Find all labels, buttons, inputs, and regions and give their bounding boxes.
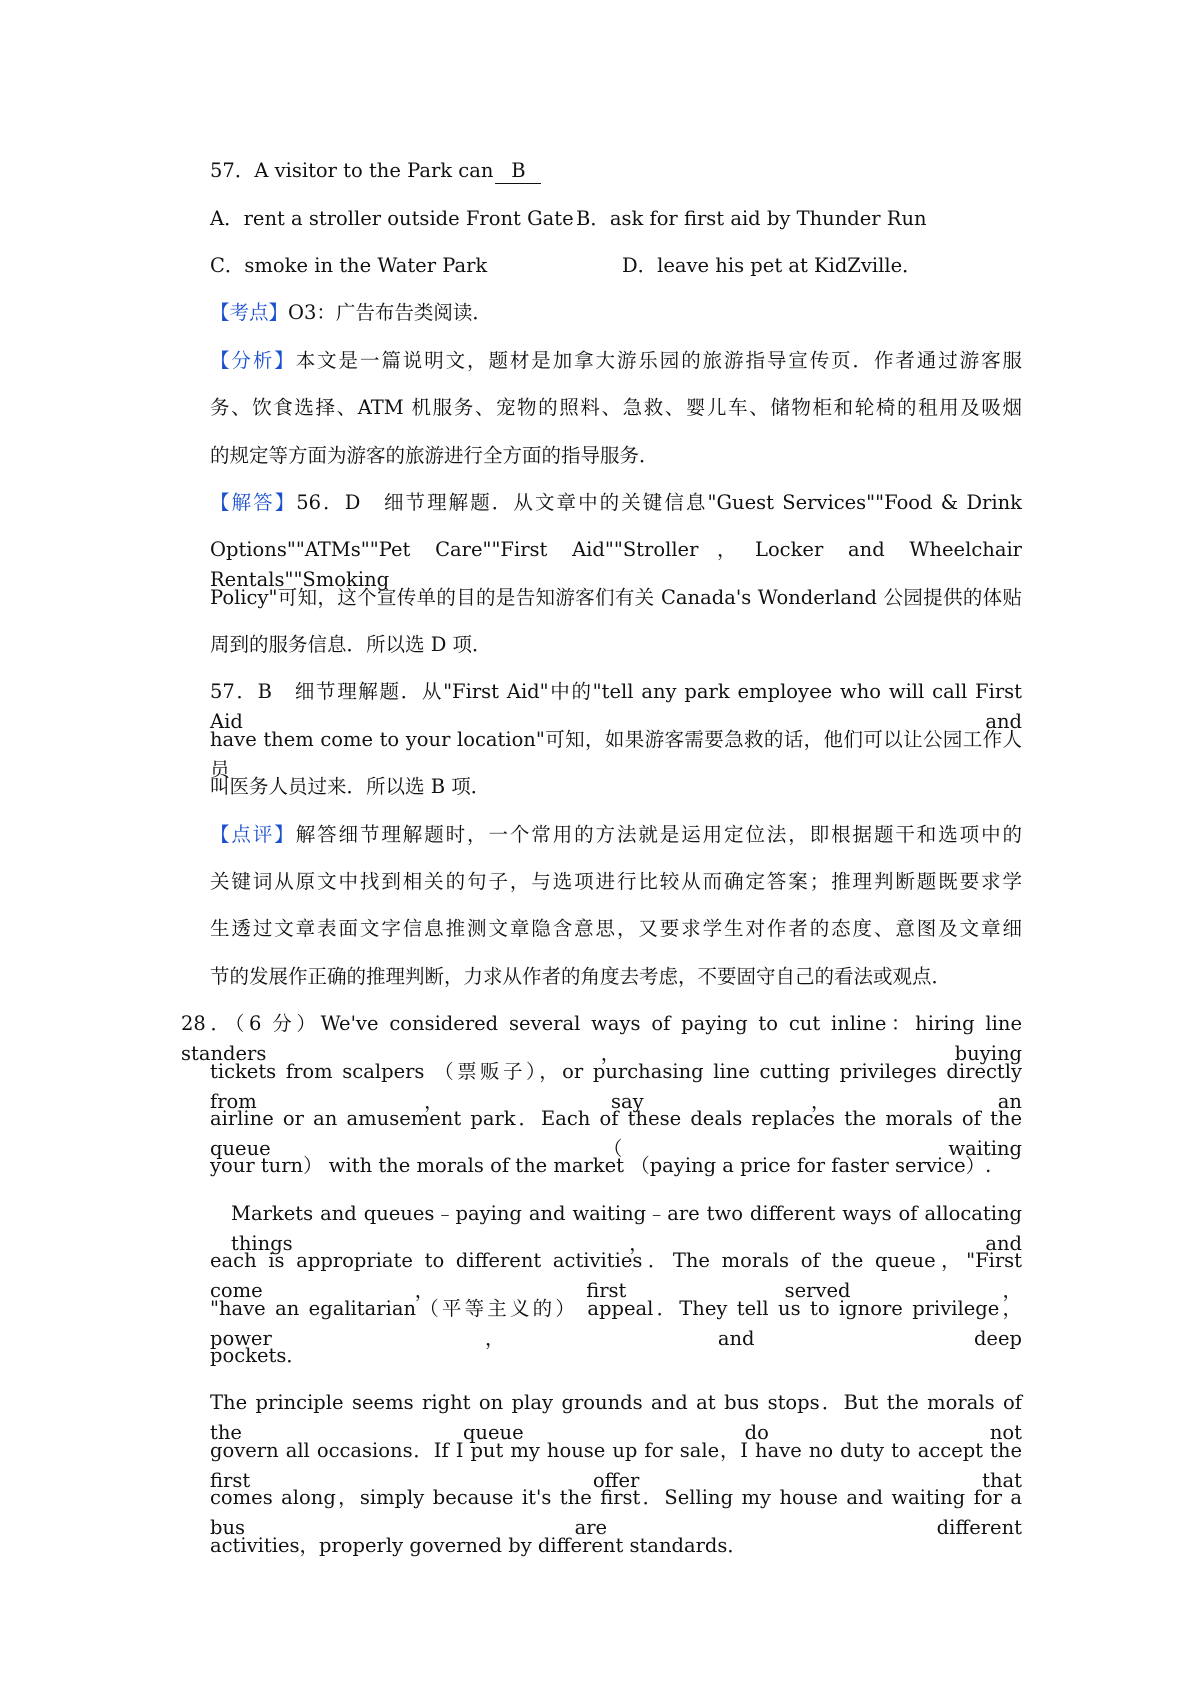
q28-line-1: 28．（6 分）We've considered several ways of paying to cut inline：hiring line standers，buying (181, 1012, 1022, 1065)
q28-line-7: "have an egalitarian（平等主义的） appeal．They tell us to ignore privilege，power，and deep (210, 1297, 1022, 1350)
jieda-line-4: 周到的服务信息．所以选 D 项． (210, 633, 492, 656)
fenxi-line-1 (210, 346, 1022, 376)
jieda-line-5: 57．B 细节理解题．从"First Aid"中的"tell any park employee who will call First Aid and (210, 680, 1022, 733)
q28-line-9: The principle seems right on play grounds and at bus stops．But the morals of the queue do not (210, 1391, 1022, 1444)
options-row-ab (210, 204, 1022, 234)
q28-line-6: each is appropriate to different activities．The morals of the queue，"First come，first served， (210, 1249, 1022, 1302)
dianping-text: 解答细节理解题时，一个常用的方法就是运用定位法，即根据题干和选项中的 (295, 823, 1022, 846)
kaodian-line (210, 298, 1022, 328)
option-b: B．ask for first aid by Thunder Run (576, 207, 927, 230)
jieda-line-2: Options""ATMs""Pet Care""First Aid""Stroller，Locker and Wheelchair Rentals""Smoking (210, 538, 1022, 591)
q28-line-8: pockets． (210, 1344, 306, 1367)
q28-line-2: tickets from scalpers （票贩子），or purchasing line cutting privileges directly from，say，an (210, 1060, 1022, 1113)
kaodian-text: O3：广告布告类阅读． (288, 301, 492, 324)
q28-line-10: govern all occasions．If I put my house up for sale，I have no duty to accept the first offer that (210, 1439, 1022, 1492)
jieda-text: 56．D 细节理解题．从文章中的关键信息"Guest Services""Food & Drink (296, 491, 1022, 514)
option-c: C．smoke in the Water Park (210, 254, 488, 277)
dianping-line-4: 节的发展作正确的推理判断，力求从作者的角度去考虑，不要固守自己的看法或观点． (210, 965, 952, 988)
question-57-stem (210, 156, 1022, 186)
dianping-line-2: 关键词从原文中找到相关的句子，与选项进行比较从而确定答案；推理判断题既要求学 (210, 870, 1022, 893)
question-stem-text: 57．A visitor to the Park can (210, 159, 494, 182)
q28-line-12: activities，properly governed by different standards． (210, 1534, 747, 1557)
jieda-line-3: Policy"可知，这个宣传单的目的是告知游客们有关 Canada's Wonderland 公园提供的体贴 (210, 586, 1022, 609)
answer-blank: B (495, 159, 541, 184)
fenxi-line-2: 务、饮食选择、ATM 机服务、宠物的照料、急救、婴儿车、储物柜和轮椅的租用及吸烟 (210, 396, 1022, 419)
q28-line-3: airline or an amusement park．Each of these deals replaces the morals of the queue （waiting (210, 1107, 1022, 1160)
jieda-tag: 【解答】 (210, 491, 297, 514)
jieda-line-1 (210, 488, 1022, 518)
option-d: D．leave his pet at KidZville． (622, 254, 922, 277)
fenxi-line-3: 的规定等方面为游客的旅游进行全方面的指导服务． (210, 444, 659, 467)
fenxi-text: 本文是一篇说明文，题材是加拿大游乐园的旅游指导宣传页．作者通过游客服 (295, 349, 1022, 372)
q28-line-11: comes along，simply because it's the first．Selling my house and waiting for a bus are different (210, 1486, 1022, 1539)
option-a: A．rent a stroller outside Front Gate (210, 207, 574, 230)
jieda-line-7: 叫医务人员过来．所以选 B 项． (210, 775, 491, 798)
dianping-line-3: 生透过文章表面文字信息推测文章隐含意思，又要求学生对作者的态度、意图及文章细 (210, 917, 1022, 940)
dianping-tag: 【点评】 (210, 823, 296, 846)
q28-line-5: Markets and queues﹣paying and waiting﹣are two different ways of allocating things，and (231, 1202, 1022, 1255)
jieda-line-6: have them come to your location"可知，如果游客需要急救的话，他们可以让公园工作人员 (210, 728, 1022, 781)
options-row-cd (210, 251, 1022, 281)
q28-line-4: your turn） with the morals of the market （paying a price for faster service）. (210, 1154, 992, 1177)
fenxi-tag: 【分析】 (210, 349, 296, 372)
dianping-line-1 (210, 820, 1022, 850)
kaodian-tag: 【考点】 (210, 301, 289, 324)
